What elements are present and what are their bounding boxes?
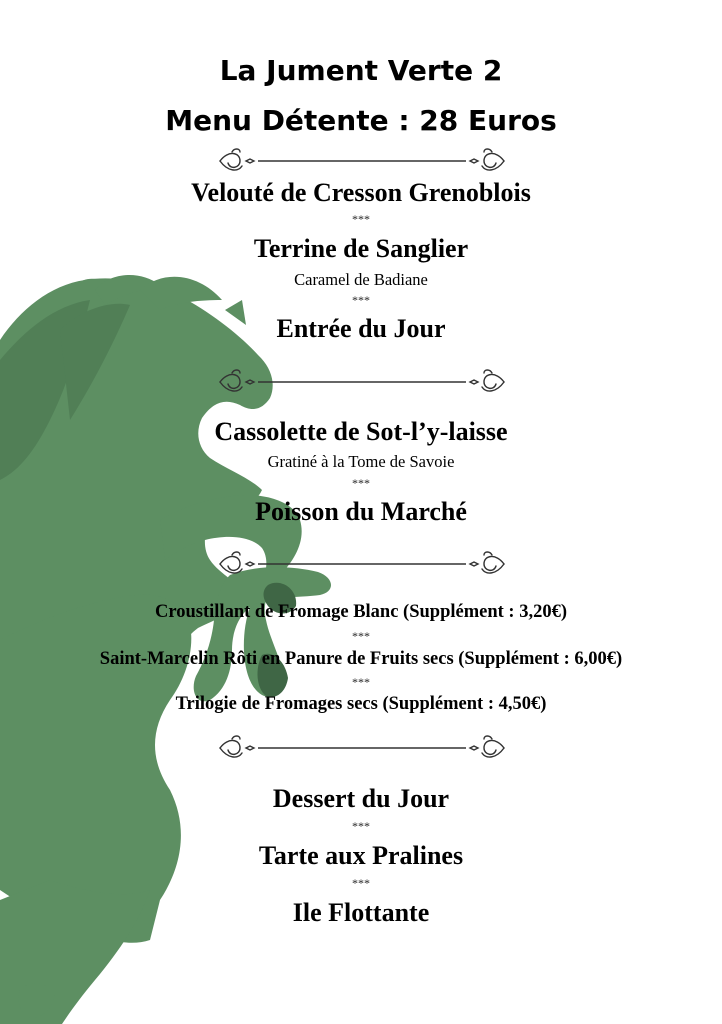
cheese-dish: Saint-Marcelin Rôti en Panure de Fruits secs (Supplément : 6,00€) [99,649,623,669]
ornamental-divider [210,733,514,763]
separator: *** [352,293,370,307]
main-dish: Poisson du Marché [255,497,467,526]
starter-dish: Terrine de Sanglier [253,234,469,263]
separator: *** [352,819,370,833]
menu-title: Menu Détente : 28 Euros [165,104,557,137]
dish-detail: Caramel de Badiane [294,270,428,289]
ornamental-divider [210,549,514,579]
main-dish: Cassolette de Sot-l’y-laisse [214,417,508,446]
ornamental-divider [210,146,514,176]
dish-detail: Gratiné à la Tome de Savoie [267,452,455,471]
separator: *** [352,876,370,890]
cheese-dish: Trilogie de Fromages secs (Supplément : 4,50€) [175,694,547,714]
restaurant-name: La Jument Verte 2 [219,54,503,87]
separator: *** [352,629,370,643]
starter-dish: Entrée du Jour [276,314,446,343]
starter-dish: Velouté de Cresson Grenoblois [191,178,531,207]
separator: *** [352,476,370,490]
dessert-dish: Tarte aux Pralines [258,841,464,870]
separator: *** [352,212,370,226]
ornamental-divider [210,367,514,397]
dessert-dish: Ile Flottante [292,898,430,927]
dessert-dish: Dessert du Jour [272,784,450,813]
separator: *** [352,675,370,689]
cheese-dish: Croustillant de Fromage Blanc (Supplément : 3,20€) [155,602,567,622]
